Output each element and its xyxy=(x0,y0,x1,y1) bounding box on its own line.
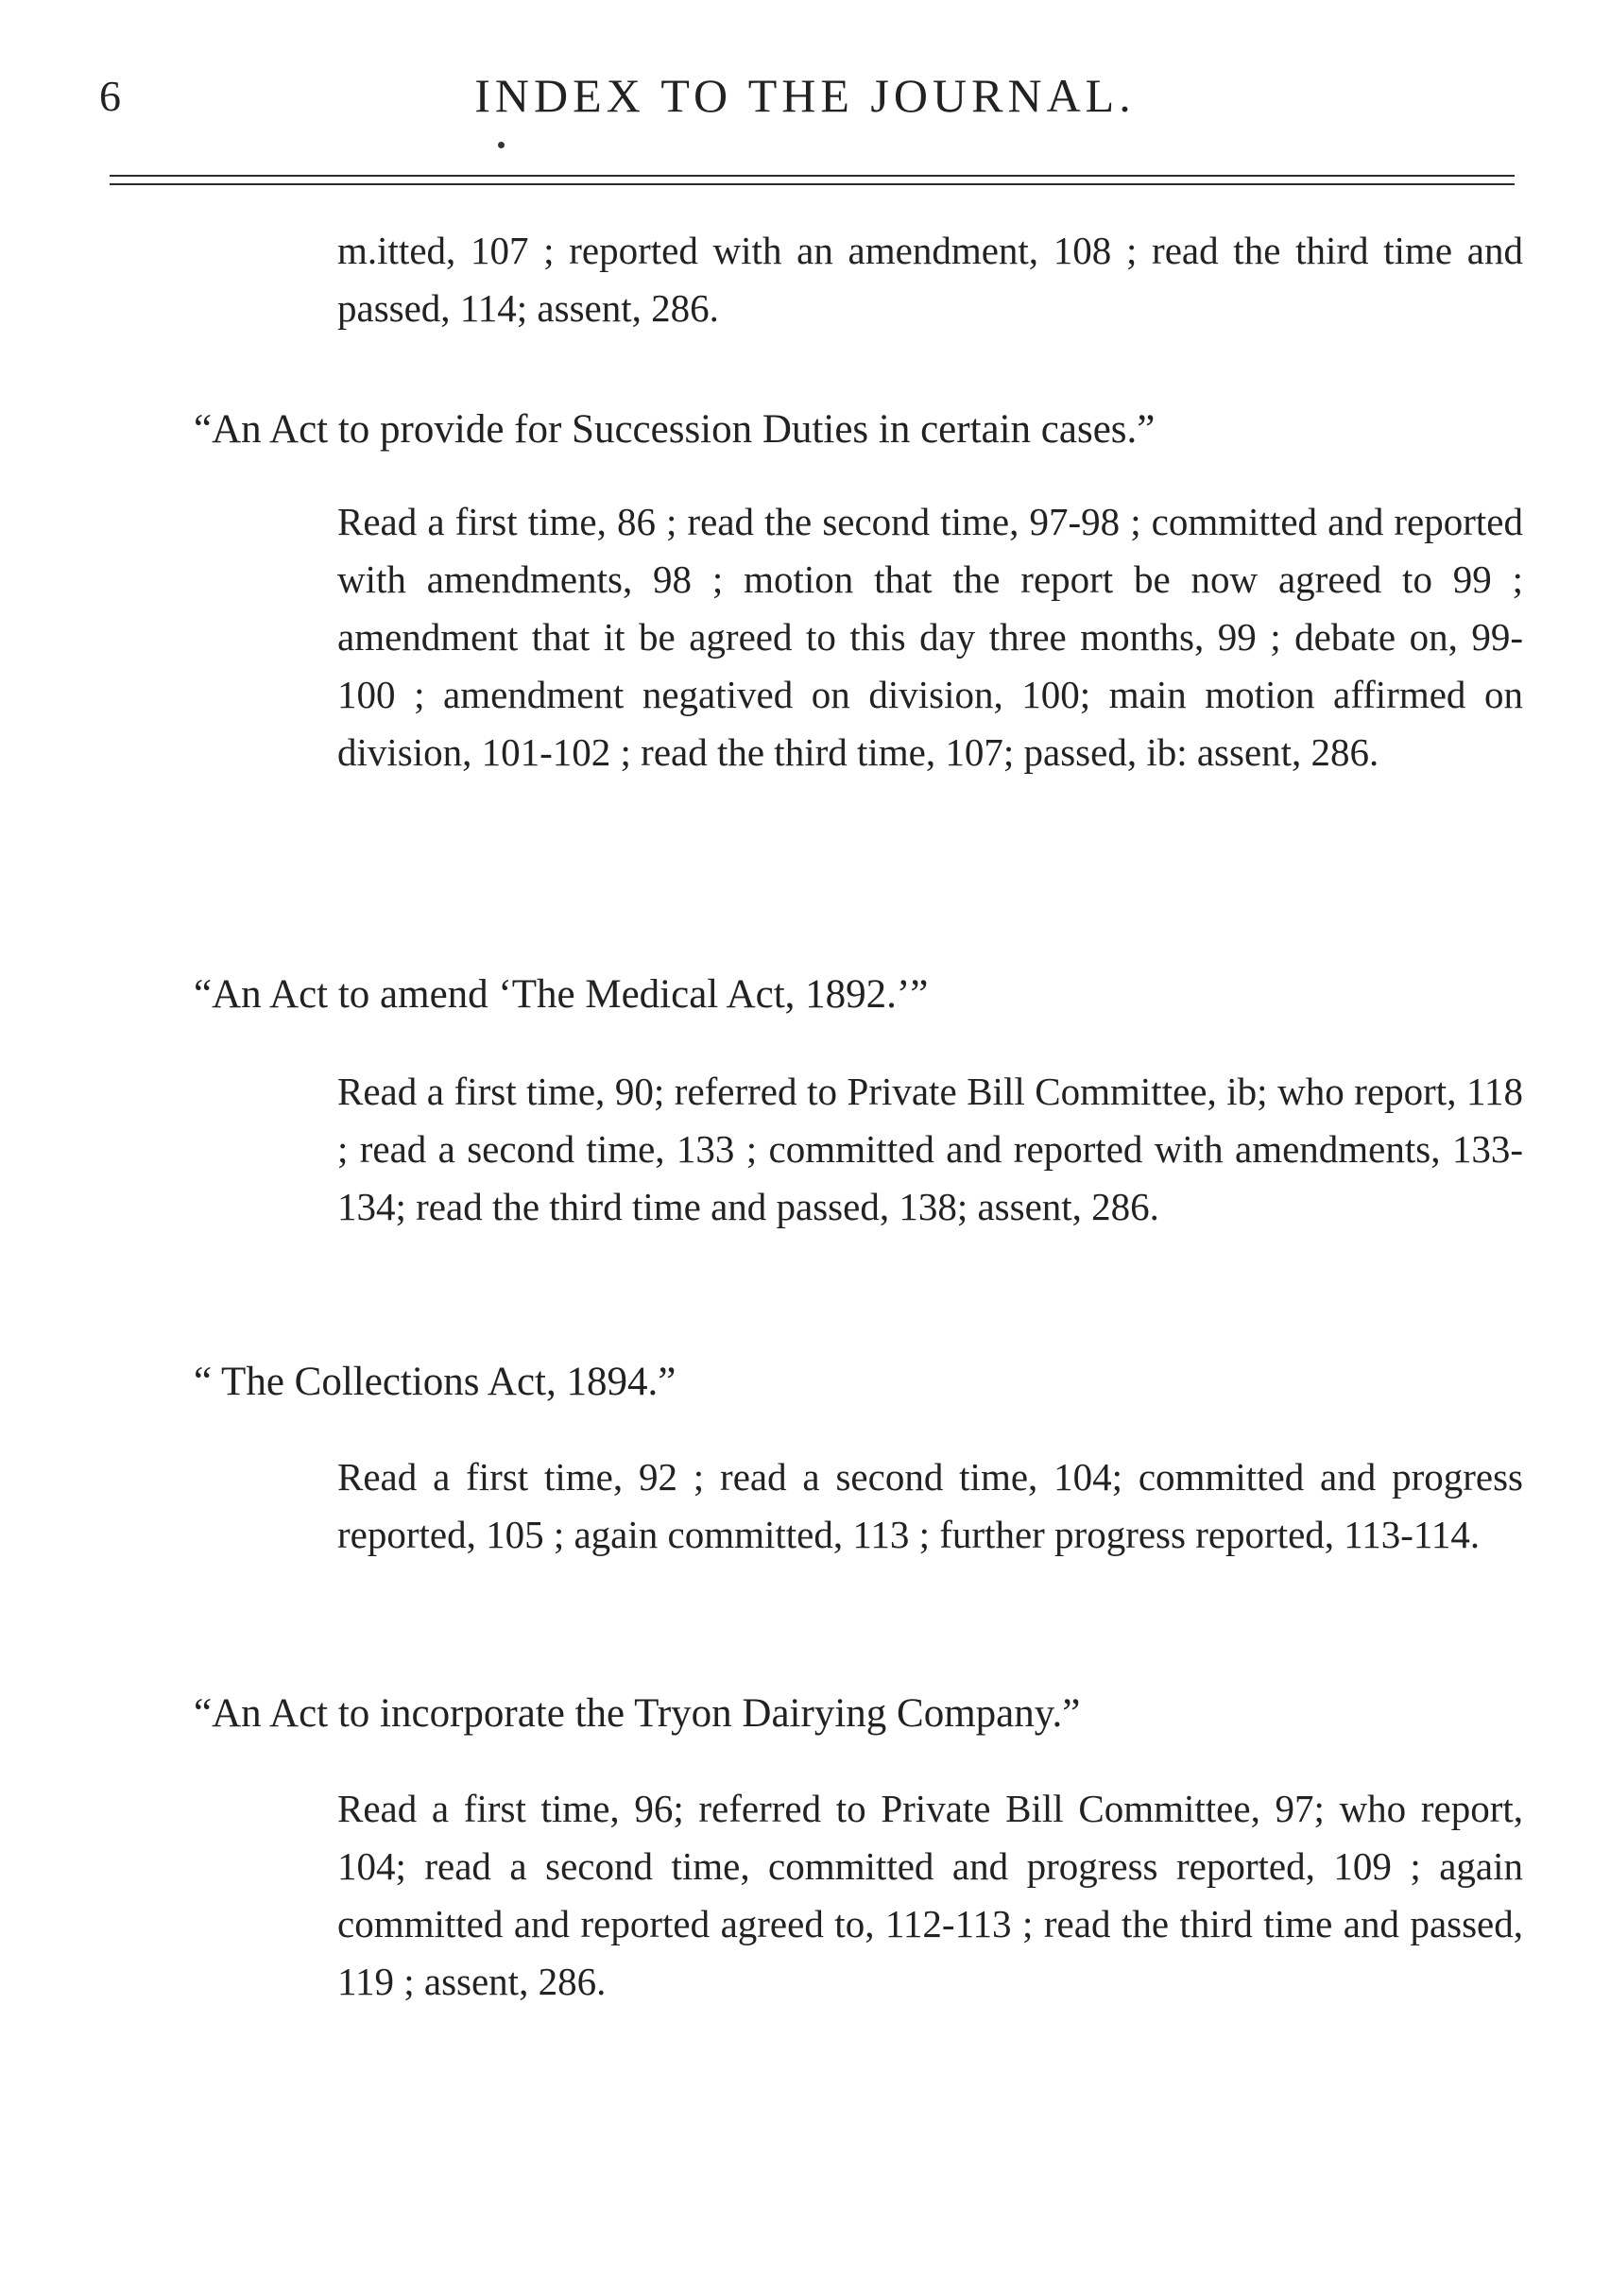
entry-title-tryon-dairying: “An Act to incorporate the Tryon Dairying Company.” xyxy=(194,1691,1081,1736)
running-head: INDEX TO THE JOURNAL. xyxy=(474,69,1136,122)
entry-body-collections-act: Read a first time, 92 ; read a second time, 104; committed and progress reported, 105 ; again committed, 113 ; further progress reported, 113-114. xyxy=(337,1455,1523,1556)
header-rule-upper xyxy=(110,175,1515,177)
page-number: 6 xyxy=(99,72,121,120)
header-rule-lower xyxy=(110,183,1515,185)
entry-body-medical-act: Read a first time, 90; referred to Private Bill Committee, ib; who report, 118 ; read a second time, 133 ; committed and reported with amendments, 133-134; read the third time and passed, 138; assent, 286. xyxy=(337,1070,1523,1228)
entry-continuation-body: m.itted, 107 ; reported with an amendment, 108 ; read the third time and passed, 114; assent, 286. xyxy=(337,229,1523,330)
print-speck xyxy=(498,142,505,148)
entry-body-tryon-dairying: Read a first time, 96; referred to Private Bill Committee, 97; who report, 104; read a second time, committed and progress reported, 109 ; again committed and reported agreed to, 112-113 ; read the third time and passed, 119 ; assent, 286. xyxy=(337,1787,1523,2003)
entry-title-collections-act: “ The Collections Act, 1894.” xyxy=(194,1360,677,1404)
entry-body-succession-duties: Read a first time, 86 ; read the second time, 97-98 ; committed and reported with amendments, 98 ; motion that the report be now agreed to 99 ; amendment that it be agreed to this day three months, 99 ; debate on, 99-100 ; amendment negatived on division, 100; main motion affirmed on division, 101-102 ; read the third time, 107; passed, ib: assent, 286. xyxy=(337,500,1523,774)
entry-title-medical-act: “An Act to amend ‘The Medical Act, 1892.’” xyxy=(194,972,929,1017)
entry-title-succession-duties: “An Act to provide for Succession Duties in certain cases.” xyxy=(194,407,1156,452)
